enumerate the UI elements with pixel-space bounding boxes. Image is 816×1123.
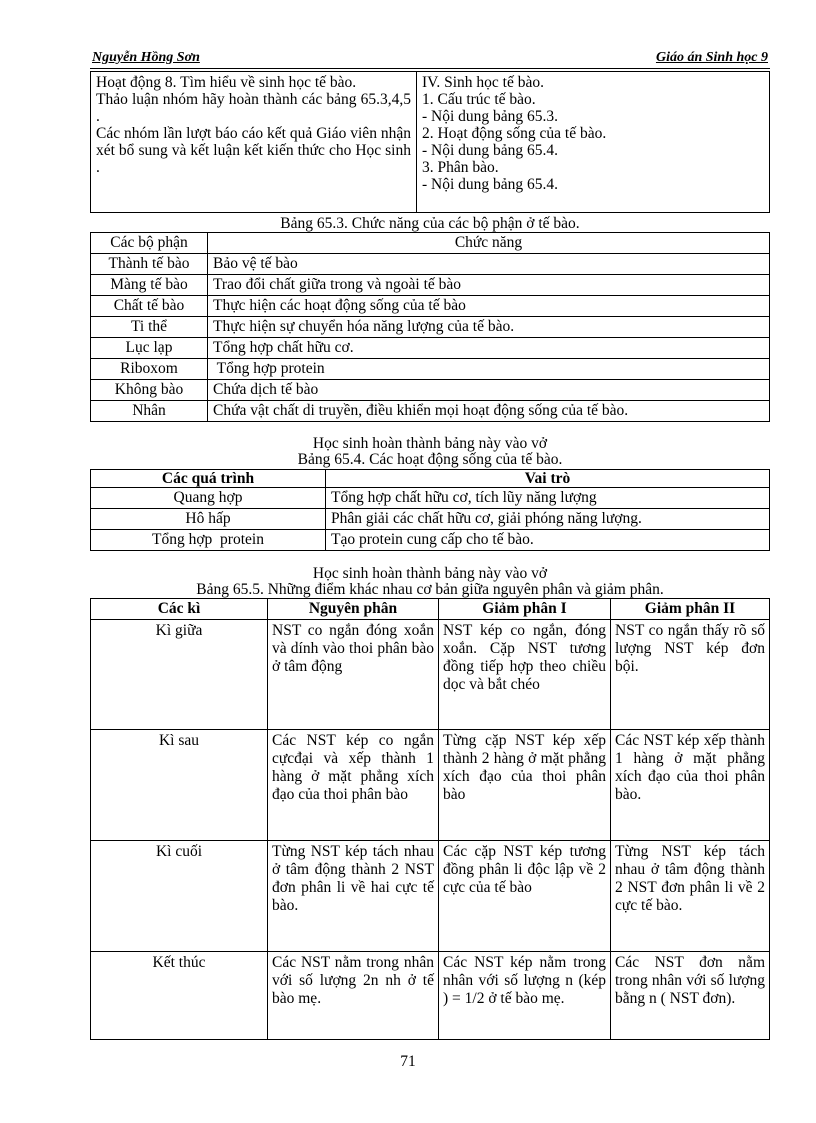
part-cell: Ti thể (91, 317, 208, 338)
meiosis-1-cell: NST kép co ngắn, đóng xoắn. Cặp NST tương đồng tiếp hợp theo chiều dọc và bắt chéo (439, 620, 611, 730)
phase-cell: Kết thúc (91, 952, 268, 1040)
mitosis-cell: Các NST kép co ngắn cựcđại và xếp thành 1 hàng ở mặt phẳng xích đạo của thoi phân bào (268, 730, 439, 841)
table-row (91, 401, 770, 422)
page-number: 71 (400, 1053, 416, 1070)
table-row (91, 275, 770, 296)
meiosis-2-cell: Các NST đơn nằm trong nhân với số lượng bằng n ( NST đơn). (611, 952, 770, 1040)
table-header-cell: Nguyên phân (268, 599, 439, 620)
phase-cell: Kì cuối (91, 841, 268, 952)
table-row (91, 380, 770, 401)
process-cell: Hô hấp (91, 509, 326, 530)
table-653 (90, 232, 770, 422)
table-654 (90, 469, 770, 551)
table-row (91, 509, 770, 530)
table-row (91, 841, 770, 952)
page-header (90, 50, 770, 69)
role-cell: Tổng hợp chất hữu cơ, tích lũy năng lượng (326, 488, 770, 509)
table-row (91, 254, 770, 275)
outline-line: - Nội dung bảng 65.4. (422, 176, 559, 193)
part-cell: Nhân (91, 401, 208, 422)
table-row (91, 359, 770, 380)
meiosis-1-cell: Các cặp NST kép tương đồng phân li độc lập về 2 cực của tế bào (439, 841, 611, 952)
activity-right-cell (417, 72, 770, 213)
part-cell: Không bào (91, 380, 208, 401)
meiosis-2-cell: Các NST kép xếp thành 1 hàng ở mặt phẳng xích đạo của thoi phân bào. (611, 730, 770, 841)
table-654-caption: Bảng 65.4. Các hoạt động sống của tế bào. (297, 451, 563, 468)
phase-cell: Kì sau (91, 730, 268, 841)
table-row (91, 317, 770, 338)
activity-table (90, 71, 770, 213)
function-cell: Chứa vật chất di truyền, điều khiển mọi hoạt động sống của tế bào. (208, 401, 770, 422)
part-cell: Màng tế bào (91, 275, 208, 296)
meiosis-2-cell: Từng NST kép tách nhau ở tâm động thành 2 NST đơn phân li về 2 cực tế bào. (611, 841, 770, 952)
process-cell: Quang hợp (91, 488, 326, 509)
activity-left-cell (91, 72, 417, 213)
homework-note: Học sinh hoàn thành bảng này vào vở (312, 435, 548, 452)
function-cell: Tổng hợp chất hữu cơ. (208, 338, 770, 359)
function-cell: Thực hiện các hoạt động sống của tế bào (208, 296, 770, 317)
function-cell: Thực hiện sự chuyển hóa năng lượng của tế bào. (208, 317, 770, 338)
table-655-caption: Bảng 65.5. Những điểm khác nhau cơ bản giữa nguyên phân và giảm phân. (196, 581, 664, 598)
part-cell: Lục lạp (91, 338, 208, 359)
table-row (91, 620, 770, 730)
phase-cell: Kì giữa (91, 620, 268, 730)
outline-line: IV. Sinh học tế bào. (422, 74, 544, 91)
table-header-cell: Giảm phân I (439, 599, 611, 620)
table-653-caption: Bảng 65.3. Chức năng của các bộ phận ở tế bào. (280, 215, 580, 232)
table-header-cell: Các quá trình (91, 470, 326, 488)
table-row (91, 338, 770, 359)
activity-line: Các nhóm lần lượt báo cáo kết quả Giáo viên nhận xét bổ sung và kết luận kết kiến thức cho Học sinh . (96, 125, 411, 176)
part-cell: Thành tế bào (91, 254, 208, 275)
author-name: Nguyễn Hồng Sơn (92, 50, 200, 65)
function-cell: Chứa dịch tế bào (208, 380, 770, 401)
meiosis-2-cell: NST co ngắn thấy rõ số lượng NST kép đơn bội. (611, 620, 770, 730)
table-row (91, 952, 770, 1040)
table-header-cell: Chức năng (208, 233, 770, 254)
outline-line: 1. Cấu trúc tế bào. (422, 91, 536, 108)
table-row (91, 730, 770, 841)
mitosis-cell: NST co ngắn đóng xoắn và dính vào thoi phân bào ở tâm động (268, 620, 439, 730)
role-cell: Tạo protein cung cấp cho tế bào. (326, 530, 770, 551)
table-row (91, 488, 770, 509)
table-header-cell: Các bộ phận (91, 233, 208, 254)
function-cell: Bảo vệ tế bào (208, 254, 770, 275)
table-655 (90, 598, 770, 1040)
mitosis-cell: Các NST nằm trong nhân với số lượng 2n nh ở tế bào mẹ. (268, 952, 439, 1040)
mitosis-cell: Từng NST kép tách nhau ở tâm động thành 2 NST đơn phân li về hai cực tế bào. (268, 841, 439, 952)
meiosis-1-cell: Từng cặp NST kép xếp thành 2 hàng ở mặt phẳng xích đạo của thoi phân bào (439, 730, 611, 841)
table-header-cell: Vai trò (326, 470, 770, 488)
outline-line: - Nội dung bảng 65.4. (422, 142, 559, 159)
homework-note: Học sinh hoàn thành bảng này vào vở (312, 565, 548, 582)
part-cell: Chất tế bào (91, 296, 208, 317)
meiosis-1-cell: Các NST kép nằm trong nhân với số lượng n (kép ) = 1/2 ở tế bào mẹ. (439, 952, 611, 1040)
role-cell: Phân giải các chất hữu cơ, giải phóng năng lượng. (326, 509, 770, 530)
table-row (91, 296, 770, 317)
function-cell: Trao đổi chất giữa trong và ngoài tế bào (208, 275, 770, 296)
outline-line: 2. Hoạt động sống của tế bào. (422, 125, 607, 142)
function-cell: Tổng hợp protein (208, 359, 770, 380)
table-header-cell: Các kì (91, 599, 268, 620)
activity-line: Hoạt động 8. Tìm hiểu về sinh học tế bào. (96, 74, 357, 91)
document-title: Giáo án Sinh học 9 (655, 50, 768, 65)
table-header-cell: Giảm phân II (611, 599, 770, 620)
table-row (91, 530, 770, 551)
outline-line: 3. Phân bào. (422, 159, 499, 176)
process-cell: Tổng hợp protein (91, 530, 326, 551)
activity-line: Thảo luận nhóm hãy hoàn thành các bảng 65.3,4,5 . (96, 91, 411, 125)
outline-line: - Nội dung bảng 65.3. (422, 108, 559, 125)
part-cell: Riboxom (91, 359, 208, 380)
